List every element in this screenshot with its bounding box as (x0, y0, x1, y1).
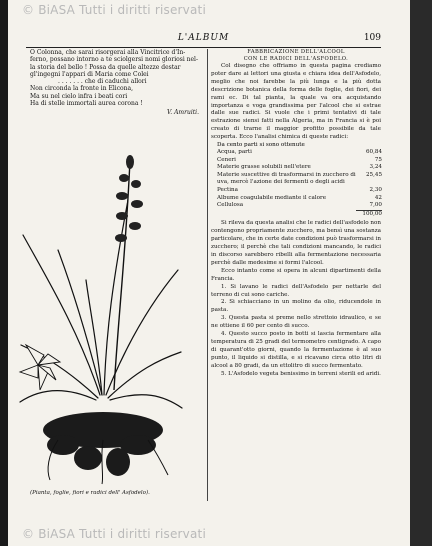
table-row: Materie grasse solubili nell'etere 3,24 (217, 164, 382, 171)
poem-line: Ha di stelle immortali aurea corona ! (30, 100, 143, 108)
poem-line: . . . . . . . che di caduchi allori (58, 78, 147, 86)
document-page (8, 0, 410, 546)
analysis-table (217, 149, 382, 218)
poem-line: Non circonda la fronte in Elicona, (30, 85, 134, 93)
poem-line: ferno, possano intorno a te sciolgersi nomi gloriosi nel- (30, 56, 198, 64)
method-paragraph: Ecco intanto come si opera in alcuni dipartimenti della Francia. (211, 267, 381, 282)
poem-text (30, 49, 205, 107)
step-item: 4. Questo succo posto in botti si lascia fermentare alla temperatura di 25 gradi del termometro centigrado. A capo di quarant'otto giorni, quando la fermentazione è al suo punto, il liquido si distilla, e si ricavano circa otto litri di alcool a 80 gradi, da un ettolitro di succo fermentato. (211, 331, 381, 369)
table-row: Ceneri 75 (217, 156, 382, 163)
article-subheading: CON LE RADICI DELL'ASFODELO. (243, 56, 349, 62)
poem-line: O Colonna, che sarai risorgerai alla Vincitrice d'In- (30, 49, 186, 56)
journal-title: L'ALBUM (177, 33, 230, 43)
running-header (26, 33, 381, 48)
column-divider (207, 49, 208, 501)
table-row: Materie suscettive di trasformarsi in zucchero di uva, mercè l'azione dei fermenti o degli acidi 25,45 (217, 171, 382, 186)
article-heading: FABBRICAZIONE DELL'ALCOOL (247, 49, 345, 55)
scan-edge (410, 0, 432, 546)
asphodel-illustration (18, 140, 183, 485)
step-item: 1. Si lavano le radici dell'Asfodelo per nettarle del terreno di cui sono cariche. (211, 283, 381, 298)
illustration-caption: (Pianta, foglie, fiori e radici dell' Asfodelo). (30, 490, 150, 496)
page-number: 109 (363, 33, 381, 43)
left-column (30, 49, 205, 116)
watermark-top: © BiASA Tutti i diritti riservati (22, 3, 206, 17)
table-row: Acqua, parti 60,84 (217, 149, 382, 156)
poem-line: Ma su nel cielo infra i beati cori (30, 92, 128, 100)
table-heading: Da cento parti si sono ottenute (217, 142, 305, 149)
poem-line: gl'ingegni l'appari di Maria come Colei (30, 70, 149, 78)
step-item: 5. L'Asfodelo vegeta benissimo in terreni sterili ed aridi. (221, 370, 381, 377)
table-total-row: 100,00 (217, 210, 382, 218)
table-row: Albume coagulabile mediante il calore 42 (217, 194, 382, 201)
step-item: 3. Questa pasta si preme nello strettoio idraulico, e se ne ottiene il 60 per cento di succo. (211, 315, 381, 330)
poem-signature: V. Amruiti. (166, 109, 199, 117)
table-row: Pectina 2,30 (217, 187, 382, 194)
poem-line: la storia del bello ! Possa da quelle altezze destar (30, 63, 181, 71)
watermark-bottom: © BiASA Tutti i diritti riservati (22, 527, 206, 541)
table-row: Cellulosa 7,00 (217, 202, 382, 209)
analysis-paragraph: Si rileva da questa analisi che le radici dell'asfodelo non contengono propriamente zucchero, ma bensì una sostanza particolare, che in certe date condizioni può trasformarsi in zucchero; il perchè che tali condizioni mancando, le radici in discorso sarebbero ribelli alla fermentazione necessaria perchè dalle medesime si formi l'alcool. (211, 220, 381, 266)
step-item: 2. Si schiacciano in un molino da olio, riducendole in pasta. (211, 299, 381, 314)
right-column (211, 49, 381, 379)
intro-paragraph: Col disegno che offriamo in questa pagina crediamo poter dare ai lettori una giusta e chiara idea dell'Asfodelo, meglio che noi farebbe la più lunga e la più dotta descrizione botanica della forma delle foglie, dei fiori, dei rami ec. Di tal pianta, la quale va ora acquistando importanza e voga grandissima per l'alcool che si estrae dalle sue radici. Si vuole che i primi tentativi di tale estrazione siensi fatti nella Algeria, ma in Francia si è poi creato di trarne il maggior profitto possibile da tale scoperta. Ecco l'analisi chimica di queste radici: (211, 63, 381, 141)
